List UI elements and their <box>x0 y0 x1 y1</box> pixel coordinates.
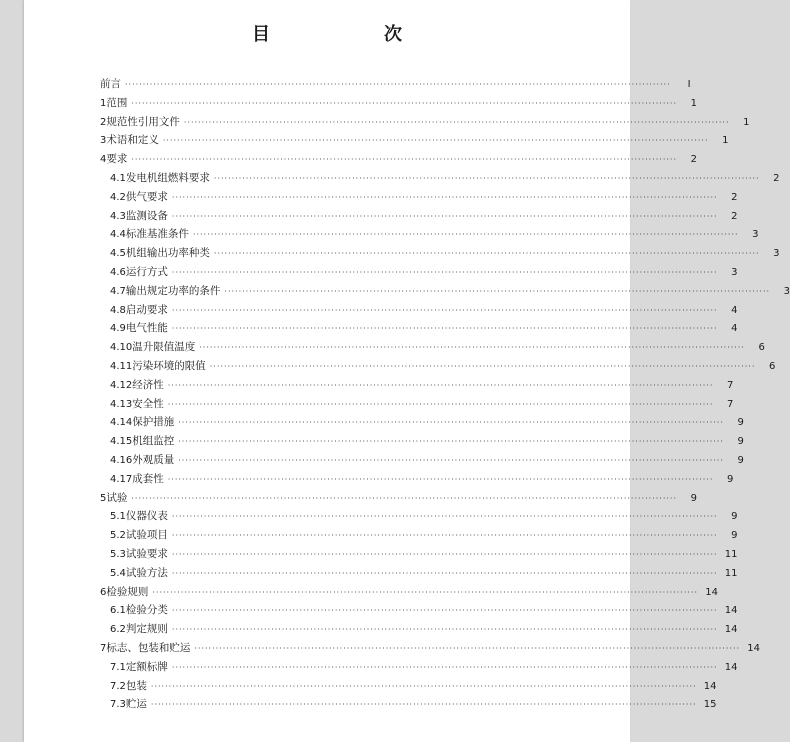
toc-entry[interactable] <box>100 601 738 620</box>
toc-entry[interactable] <box>100 695 717 714</box>
dot-leader: ·························································································································································· <box>199 343 745 353</box>
dot-leader: ·························································································································································· <box>194 643 740 653</box>
dot-leader: ·························································································································································· <box>150 681 697 691</box>
dot-leader: ·························································································································································· <box>178 418 724 428</box>
toc-entry-label: 要求 <box>106 153 128 166</box>
dot-leader: ·························································································································································· <box>171 625 718 635</box>
toc-entry-label: 安全性 <box>132 397 164 410</box>
toc-entry[interactable] <box>100 451 744 470</box>
toc-entry-page: 7 <box>727 379 734 391</box>
dot-leader: ·························································································································································· <box>162 136 709 146</box>
toc-entry-label: 保护措施 <box>132 416 175 429</box>
toc-entry-number: 4.2 <box>110 191 126 203</box>
toc-entry-page: 14 <box>724 605 738 617</box>
toc-entry[interactable] <box>100 75 691 94</box>
toc-entry-label: 机组监控 <box>132 435 175 448</box>
toc-entry-number: 7.1 <box>110 661 126 673</box>
toc-entry-page: 9 <box>690 492 697 504</box>
toc-entry-number: 6 <box>100 586 107 598</box>
toc-entry-number: 7.3 <box>110 699 126 711</box>
toc-entry-label: 包装 <box>125 679 147 692</box>
toc-entry-label: 标准基准条件 <box>125 228 189 241</box>
toc-entry-number: 4.8 <box>110 304 126 316</box>
toc-entry-label: 经济性 <box>132 378 164 391</box>
dot-leader: ·························································································································································· <box>171 267 718 277</box>
toc-entry-page: 2 <box>690 154 697 166</box>
toc-entry-label: 发电机组燃料要求 <box>125 171 210 184</box>
toc-entry-label: 输出规定功率的条件 <box>125 284 221 297</box>
dot-leader: ·························································································································································· <box>178 437 724 447</box>
toc-entry[interactable] <box>100 131 729 150</box>
toc-entry-page: 3 <box>731 266 738 278</box>
dot-leader: ·························································································································································· <box>131 98 677 108</box>
toc-entry[interactable] <box>100 357 776 376</box>
toc-entry-label: 检验分类 <box>125 604 168 617</box>
toc-entry-number: 4.5 <box>110 248 126 260</box>
toc-entry-page: 3 <box>752 229 759 241</box>
toc-entry-label: 仪器仪表 <box>125 510 168 523</box>
toc-entry-page: 9 <box>737 436 744 448</box>
toc-entry[interactable] <box>100 301 738 320</box>
dot-leader: ·························································································································································· <box>171 662 718 672</box>
toc-entry-number: 5.4 <box>110 567 126 579</box>
toc-entry-page: 4 <box>731 304 738 316</box>
toc-entry-page: 4 <box>731 323 738 335</box>
toc-entry-label: 术语和定义 <box>106 134 159 147</box>
toc-entry-page: 3 <box>773 248 780 260</box>
toc-entry[interactable] <box>100 507 738 526</box>
toc-entry-label: 定额标牌 <box>125 660 168 673</box>
toc-entry-page: 1 <box>690 97 697 109</box>
toc-entry-label: 规范性引用文件 <box>106 115 180 128</box>
toc-entry-page: 14 <box>703 680 717 692</box>
toc-entry-number: 2 <box>100 116 107 128</box>
toc-entry-page: 2 <box>731 210 738 222</box>
toc-entry-label: 贮运 <box>125 698 147 711</box>
toc-entry-number: 7 <box>100 642 107 654</box>
document-page <box>24 0 790 742</box>
dot-leader: ·························································································································································· <box>171 549 718 559</box>
toc-entry[interactable] <box>100 395 734 414</box>
toc-entry-label: 范围 <box>106 96 128 109</box>
dot-leader: ·························································································································································· <box>171 211 718 221</box>
dot-leader: ·························································································································································· <box>213 249 760 259</box>
toc-entry-number: 6.1 <box>110 605 126 617</box>
toc-entry[interactable] <box>100 263 738 282</box>
dot-leader: ·························································································································································· <box>224 286 771 296</box>
toc-entry[interactable] <box>100 432 744 451</box>
toc-entry-label: 外观质量 <box>132 453 175 466</box>
toc-entry[interactable] <box>100 639 760 658</box>
toc-entry[interactable] <box>100 113 750 132</box>
toc-entry-label: 判定规则 <box>125 623 168 636</box>
toc-entry-number: 5.1 <box>110 511 126 523</box>
dot-leader: ·························································································································································· <box>171 531 718 541</box>
toc-entry-number: 5.2 <box>110 530 126 542</box>
toc-entry[interactable] <box>100 207 738 226</box>
toc-entry-page: 9 <box>737 417 744 429</box>
toc-entry-label: 运行方式 <box>125 265 168 278</box>
toc-entry-number: 5.3 <box>110 548 126 560</box>
toc-entry-page: 11 <box>724 548 738 560</box>
toc-entry-page: 2 <box>731 191 738 203</box>
toc-entry-page: 1 <box>722 135 729 147</box>
dot-leader: ·························································································································································· <box>152 587 698 597</box>
toc-entry-label: 试验 <box>106 491 128 504</box>
toc-entry-page: 14 <box>724 624 738 636</box>
dot-leader: ·························································································································································· <box>183 117 730 127</box>
dot-leader: ·························································································································································· <box>171 324 718 334</box>
toc-entry-label: 检验规则 <box>106 585 149 598</box>
toc-entry-page: 9 <box>737 454 744 466</box>
dot-leader: ·························································································································································· <box>171 192 718 202</box>
toc-entry[interactable] <box>100 94 697 113</box>
toc-entry-page: 2 <box>773 172 780 184</box>
toc-entry[interactable] <box>100 489 697 508</box>
toc-entry-page: 9 <box>731 511 738 523</box>
dot-leader: ·························································································································································· <box>167 380 714 390</box>
toc-entry-label: 启动要求 <box>125 303 168 316</box>
toc-entry[interactable] <box>100 413 744 432</box>
dot-leader: ·························································································································································· <box>131 155 677 165</box>
toc-entry-label: 标志、包装和贮运 <box>106 641 191 654</box>
toc-entry-number: 3 <box>100 135 107 147</box>
toc-entry-label: 试验要求 <box>125 547 168 560</box>
toc-entry-number: 4.3 <box>110 210 126 222</box>
toc-entry-number: 4 <box>100 154 107 166</box>
toc-entry-number: 4.11 <box>110 360 133 372</box>
toc-entry-page: 1 <box>743 116 750 128</box>
toc-entry-number: 4.4 <box>110 229 126 241</box>
toc-entry-page: 3 <box>783 285 790 297</box>
dot-leader: ·························································································································································· <box>125 80 671 89</box>
toc-entry[interactable] <box>100 658 738 677</box>
toc-entry-page: 9 <box>727 473 734 485</box>
toc-entry-number: 4.1 <box>110 172 126 184</box>
toc-entry-page: 6 <box>769 360 776 372</box>
toc-entry-number: 4.14 <box>110 417 133 429</box>
toc-entry[interactable] <box>100 150 697 169</box>
toc-entry-number: 1 <box>100 97 107 109</box>
toc-entry[interactable] <box>100 470 734 489</box>
toc-entry-page: 9 <box>731 530 738 542</box>
toc-entry-label: 成套性 <box>132 472 164 485</box>
dot-leader: ·························································································································································· <box>171 305 718 315</box>
toc-entry-page: 14 <box>747 642 760 654</box>
toc-entry-page: Ⅰ <box>687 79 691 90</box>
toc-entry[interactable] <box>100 319 738 338</box>
toc-entry-label: 电气性能 <box>125 322 168 335</box>
toc-entry-page: 7 <box>727 398 734 410</box>
toc-entry-number: 4.7 <box>110 285 126 297</box>
toc-entry-label: 试验项目 <box>125 529 168 542</box>
toc-entry-page: 15 <box>703 699 717 711</box>
toc-entry[interactable] <box>100 282 790 301</box>
toc-entry-page: 14 <box>724 661 738 673</box>
toc-entry[interactable] <box>100 169 780 188</box>
toc-entry[interactable] <box>100 583 718 602</box>
toc-entry-number: 5 <box>100 492 107 504</box>
toc-entry-number: 4.12 <box>110 379 133 391</box>
toc-entry-number: 4.10 <box>110 342 133 354</box>
dot-leader: ·························································································································································· <box>192 230 739 240</box>
dot-leader: ·························································································································································· <box>171 606 718 616</box>
toc-entry[interactable] <box>100 244 780 263</box>
toc-entry[interactable] <box>100 338 765 357</box>
dot-leader: ·························································································································································· <box>213 173 760 183</box>
toc-entry-label: 机组输出功率种类 <box>125 247 210 260</box>
dot-leader: ·························································································································································· <box>209 361 756 371</box>
toc-entry[interactable] <box>100 620 738 639</box>
toc-entry-number: 4.13 <box>110 398 133 410</box>
toc-entry-label: 供气要求 <box>125 190 168 203</box>
toc-entry[interactable] <box>100 225 759 244</box>
dot-leader: ·························································································································································· <box>150 700 697 710</box>
dot-leader: ·························································································································································· <box>171 568 718 578</box>
toc-entry-label: 温升限值温度 <box>132 341 196 354</box>
toc-entry-number: 4.15 <box>110 436 133 448</box>
dot-leader: ·························································································································································· <box>178 455 724 465</box>
page-title: 目 次 <box>252 24 428 45</box>
toc-entry[interactable] <box>100 376 734 395</box>
dot-leader: ·························································································································································· <box>131 493 677 503</box>
toc-entry-number: 4.9 <box>110 323 126 335</box>
table-of-contents <box>100 75 790 714</box>
toc-entry-label: 试验方法 <box>125 566 168 579</box>
dot-leader: ·························································································································································· <box>167 399 714 409</box>
toc-entry[interactable] <box>100 188 738 207</box>
toc-entry-number: 4.17 <box>110 473 133 485</box>
toc-entry-number: 4.16 <box>110 454 133 466</box>
toc-entry-page: 6 <box>758 342 765 354</box>
toc-entry[interactable] <box>100 564 738 583</box>
toc-entry-number: 4.6 <box>110 266 126 278</box>
toc-entry[interactable] <box>100 677 717 696</box>
toc-entry-page: 14 <box>705 586 718 598</box>
toc-entry-page: 11 <box>724 567 738 579</box>
toc-entry-number: 7.2 <box>110 680 126 692</box>
dot-leader: ·························································································································································· <box>167 474 714 484</box>
toc-entry-label: 监测设备 <box>125 209 168 222</box>
toc-entry[interactable] <box>100 526 738 545</box>
toc-entry-label: 前言 <box>100 78 121 90</box>
dot-leader: ·························································································································································· <box>171 512 718 522</box>
toc-entry-number: 6.2 <box>110 624 126 636</box>
toc-entry-label: 污染环境的限值 <box>132 359 206 372</box>
toc-entry[interactable] <box>100 545 738 564</box>
